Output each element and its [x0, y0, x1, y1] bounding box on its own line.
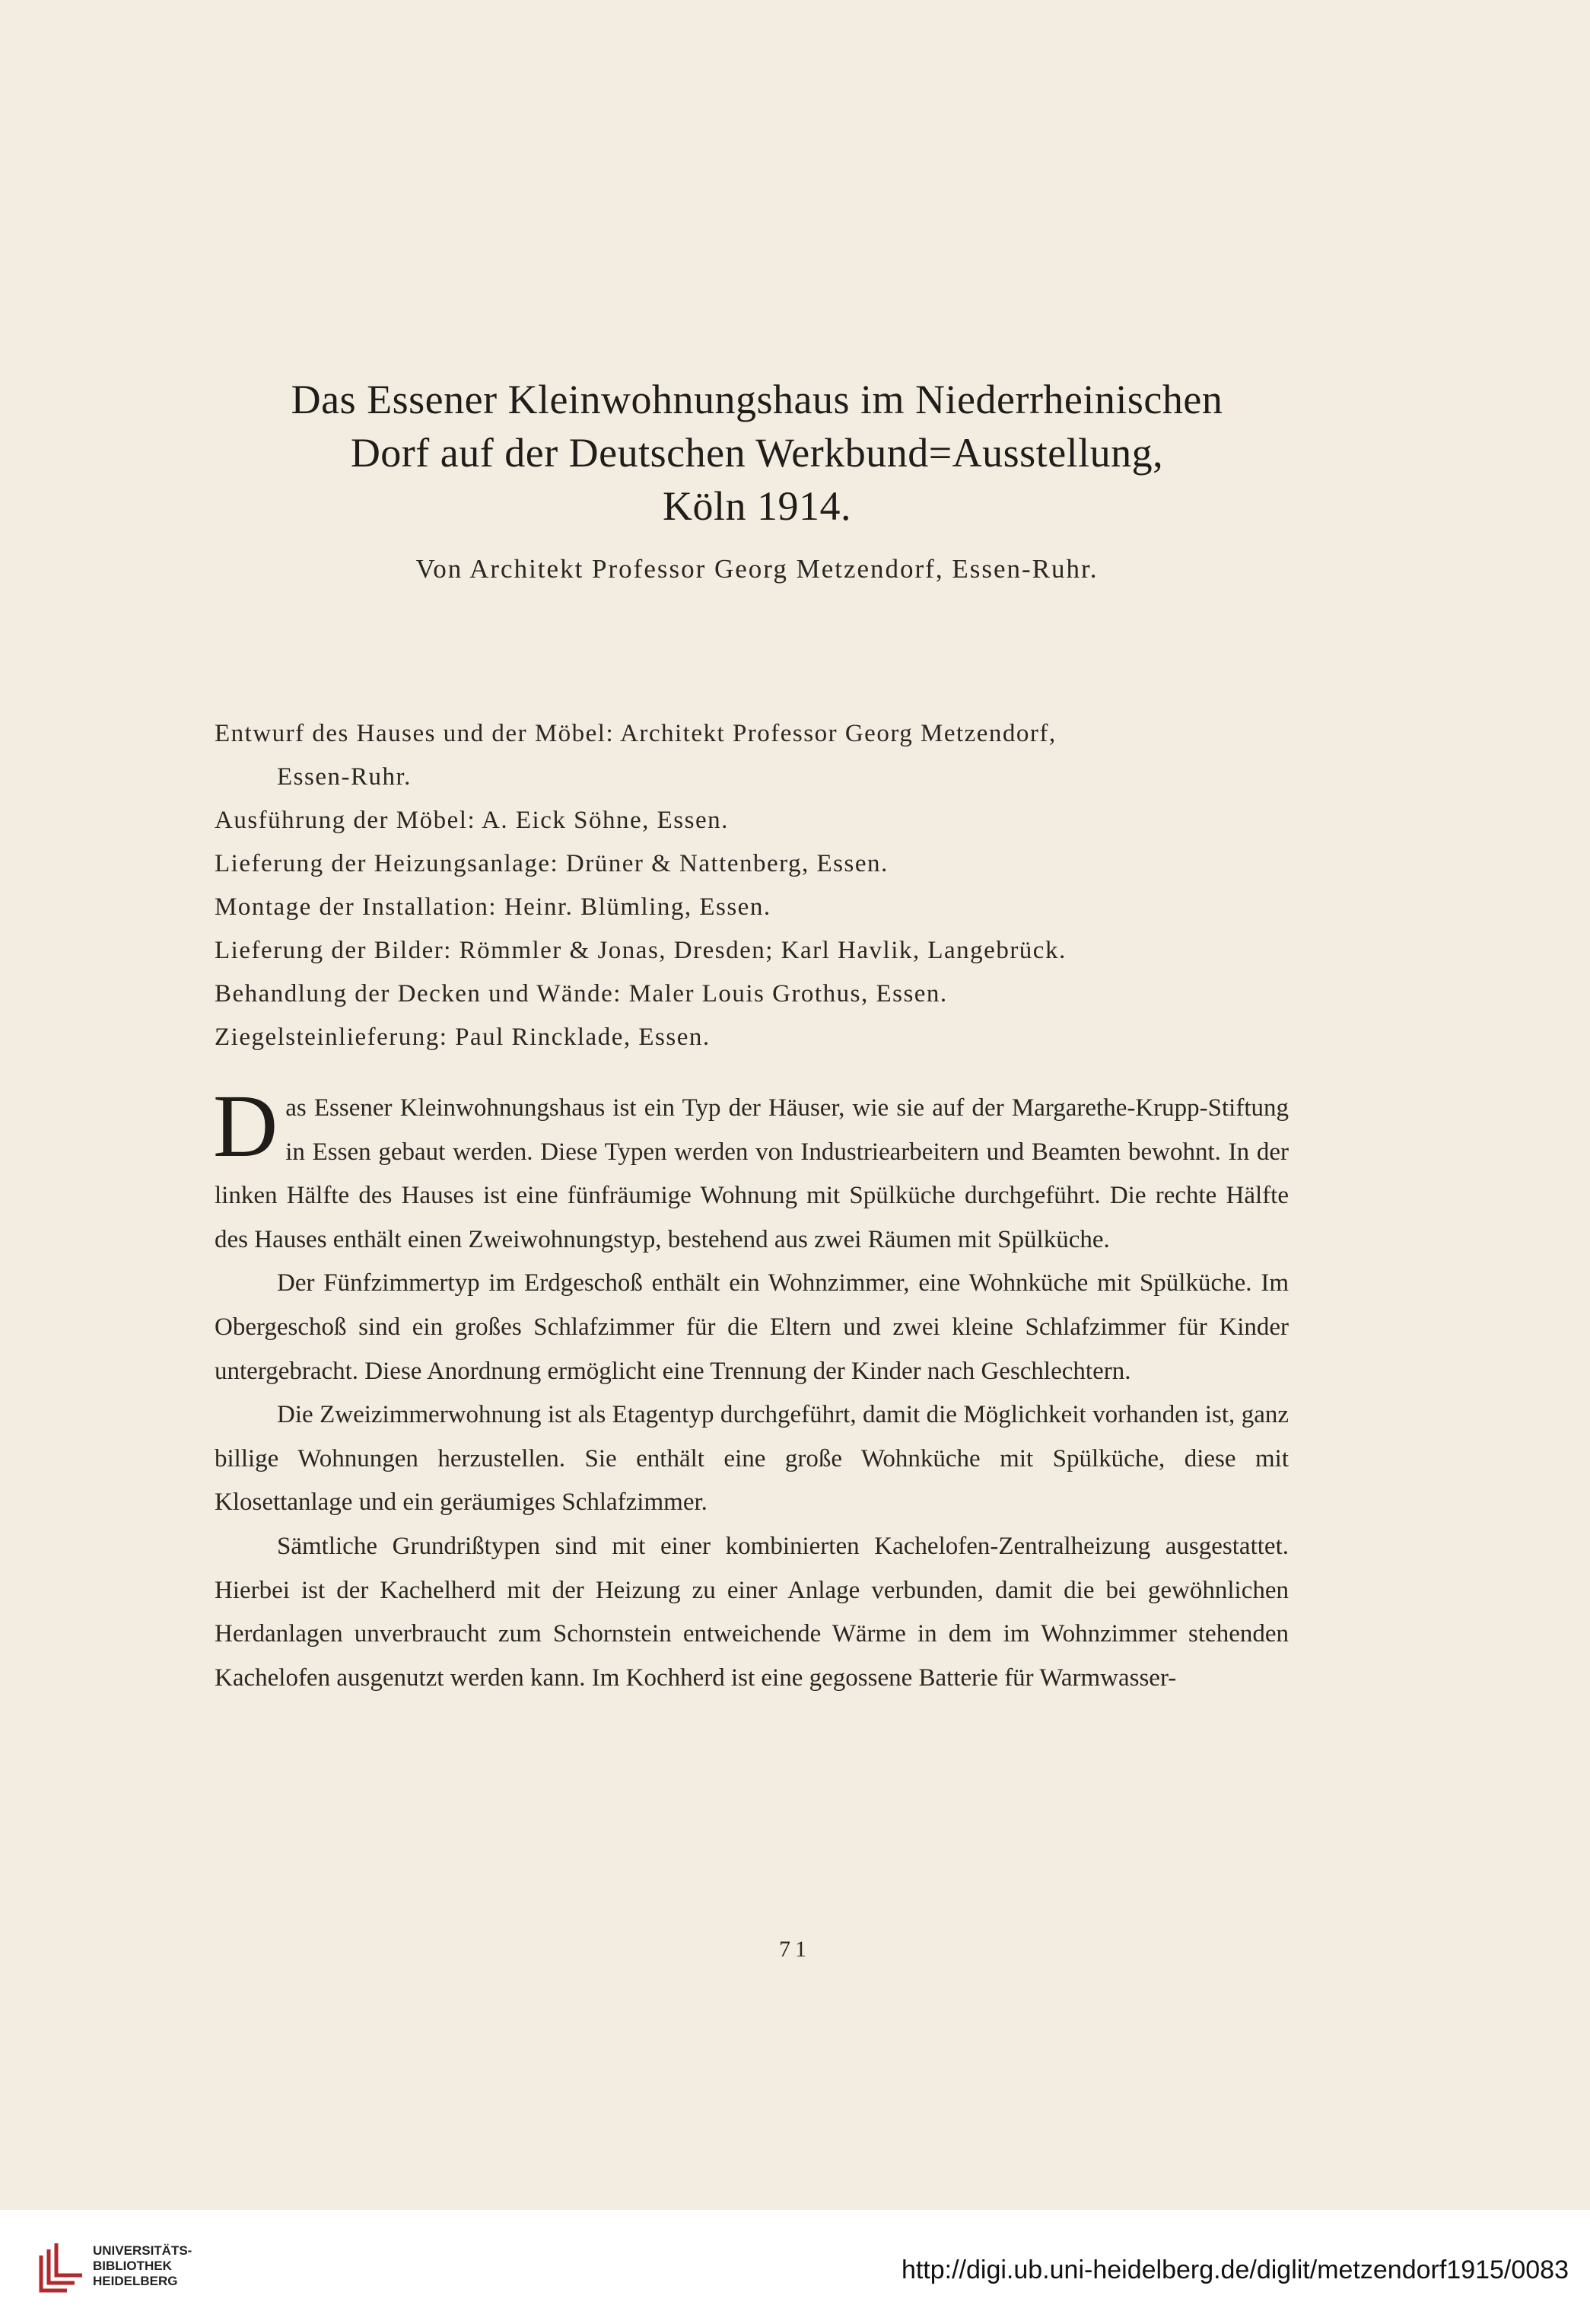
author-byline: Von Architekt Professor Georg Metzendorf, Essen-Ruhr. — [415, 554, 1099, 584]
drop-cap: D — [213, 1076, 278, 1176]
body-paragraph: Sämtliche Grundrißtypen sind mit einer kombinierten Kachelofen-Zentralheizung ausgestattet. Hierbei ist der Kachelherd mit der Heizung zu einer Anlage verbunden, damit die bei gewöhnlichen Herdanlagen unverbraucht zum Schornstein entweichende Wärme in dem im Wohnzimmer stehenden Kachelofen ausgenutzt werden kann. Im Kochherd ist eine gegossene Batterie für Warmwasser- — [215, 1532, 1289, 1692]
library-name-line: UNIVERSITÄTS- — [93, 2243, 192, 2258]
credit-line: Entwurf des Hauses und der Möbel: Architekt Professor Georg Metzendorf, — [215, 720, 1057, 747]
article-body — [213, 1076, 1289, 1700]
library-name-line: HEIDELBERG — [93, 2274, 178, 2288]
article-title — [183, 373, 1331, 533]
credit-line: Essen-Ruhr. — [277, 763, 412, 791]
title-line-1: Das Essener Kleinwohnungshaus im Niederrheinischen — [291, 377, 1223, 422]
library-logo-icon — [37, 2240, 85, 2295]
body-paragraph — [213, 1076, 1289, 1262]
library-name — [93, 2243, 192, 2289]
credit-line: Montage der Installation: Heinr. Blümling, Essen. — [215, 893, 771, 921]
title-line-3: Köln 1914. — [663, 483, 851, 529]
credit-line: Lieferung der Heizungsanlage: Drüner & Nattenberg, Essen. — [215, 850, 889, 877]
credit-line: Lieferung der Bilder: Römmler & Jonas, Dresden; Karl Havlik, Langebrück. — [215, 937, 1067, 964]
body-paragraph: Die Zweizimmerwohnung ist als Etagentyp durchgeführt, damit die Möglichkeit vorhanden ist, ganz billige Wohnungen herzustellen. Sie enthält eine große Wohnküche mit Spülküche, diese mit Klosettanlage und ein geräumiges Schlafzimmer. — [215, 1401, 1289, 1517]
credits-list — [215, 712, 1295, 1059]
credit-line: Ziegelsteinlieferung: Paul Rincklade, Essen. — [215, 1024, 711, 1051]
credit-line: Ausführung der Möbel: A. Eick Söhne, Essen. — [215, 807, 729, 834]
body-paragraph: Der Fünfzimmertyp im Erdgeschoß enthält ein Wohnzimmer, eine Wohnküche mit Spülküche. Im Obergeschoß sind ein großes Schlafzimmer für die Eltern und zwei kleine Schlafzimmer für Kinder untergebracht. Diese Anordnung ermöglicht eine Trennung der Kinder nach Geschlechtern. — [215, 1269, 1289, 1385]
title-line-2: Dorf auf der Deutschen Werkbund=Ausstellung, — [350, 430, 1164, 476]
credit-line: Behandlung der Decken und Wände: Maler Louis Grothus, Essen. — [215, 980, 948, 1008]
paragraph-text: as Essener Kleinwohnungshaus ist ein Typ der Häuser, wie sie auf der Margarethe-Krupp-Stiftung in Essen gebaut werden. Diese Typen werden von Industriearbeitern und Beamten bewohnt. In der linken Hälfte des Hauses ist eine fünfräumige Wohnung mit Spülküche durchgeführt. Die rechte Hälfte des Hauses enthält einen Zweiwohnungstyp, bestehend aus zwei Räumen mit Spülküche. — [215, 1094, 1289, 1253]
source-url-link[interactable]: http://digi.ub.uni-heidelberg.de/diglit/metzendorf1915/0083 — [901, 2256, 1569, 2284]
library-name-line: BIBLIOTHEK — [93, 2259, 172, 2273]
page-number: 71 — [779, 1937, 811, 1962]
library-footer — [0, 2210, 1590, 2324]
